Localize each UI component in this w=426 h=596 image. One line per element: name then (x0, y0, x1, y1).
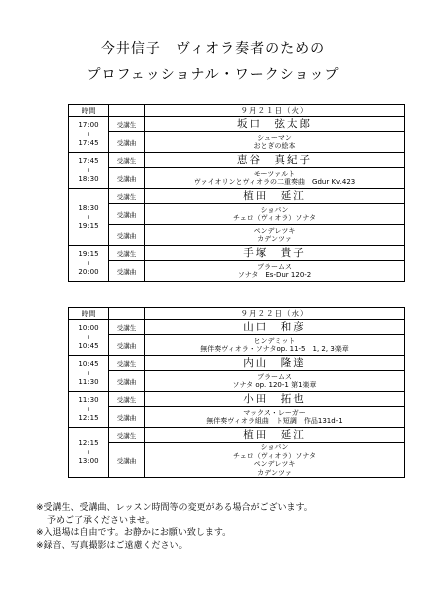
start-time: 11:30 (78, 396, 99, 404)
piece-label: 受講曲 (109, 168, 145, 189)
student-name: 小田 拓也 (145, 392, 405, 407)
student-label: 受講生 (109, 246, 145, 261)
time-separator: ≀ (87, 406, 90, 413)
session-piece-row (69, 261, 405, 282)
piece-label: 受講曲 (109, 204, 145, 225)
table-header-row (69, 105, 405, 117)
end-time: 19:15 (78, 221, 99, 230)
piece-label: 受講曲 (109, 371, 145, 392)
session-time (69, 153, 109, 189)
table-header-row (69, 308, 405, 320)
title-line-2: プロフェッショナル・ワークショップ (86, 67, 340, 83)
composer: シューマン (257, 133, 292, 142)
piece-info (145, 132, 405, 153)
time-separator: ≀ (87, 167, 90, 174)
piece-label: 受講曲 (109, 225, 145, 246)
composer: ブラームス (257, 372, 292, 381)
session-piece-row (69, 335, 405, 356)
session-piece-row (69, 225, 405, 246)
piece-info (145, 168, 405, 189)
date-header: ９月２２日（水） (145, 308, 405, 320)
start-time: 17:00 (78, 121, 99, 129)
piece-title: カデンツァ (257, 235, 292, 243)
session-student-row (69, 428, 405, 443)
composer: ペンデレツキ (253, 460, 296, 468)
student-name: 山口 和彦 (145, 320, 405, 335)
end-time: 11:30 (78, 378, 99, 386)
start-time: 10:00 (78, 324, 99, 332)
notes-section (36, 502, 416, 552)
schedule-table-day-2 (68, 307, 405, 478)
session-time (69, 320, 109, 356)
end-time: 10:45 (78, 342, 99, 350)
piece-title: ヴァイオリンとヴィオラの二重奏曲 Gdur Kv.423 (193, 178, 356, 186)
composer: ブラームス (257, 262, 292, 271)
session-time (69, 428, 109, 478)
piece-label: 受講曲 (109, 261, 145, 282)
note-line: ※受講生、受講曲、レッスン時間等の変更がある場合がございます。 (36, 503, 313, 513)
student-label: 受講生 (109, 320, 145, 335)
start-time: 18:30 (78, 203, 99, 212)
session-student-row (69, 392, 405, 407)
composer: ペンデレツキ (253, 226, 296, 235)
composer: ヒンデミット (253, 336, 296, 345)
note-line: ※入退場は自由です。お静かにお願い致します。 (36, 528, 232, 538)
start-time: 17:45 (78, 157, 99, 165)
time-header: 時間 (69, 105, 109, 117)
piece-label: 受講曲 (109, 407, 145, 428)
student-label: 受講生 (109, 392, 145, 407)
time-separator: ≀ (87, 370, 90, 377)
session-piece-row (69, 168, 405, 189)
piece-label: 受講曲 (109, 132, 145, 153)
end-time: 17:45 (78, 139, 99, 147)
piece-label: 受講曲 (109, 443, 145, 478)
student-label: 受講生 (109, 189, 145, 204)
session-piece-row (69, 204, 405, 225)
start-time: 19:15 (78, 250, 99, 258)
session-student-row (69, 320, 405, 335)
end-time: 13:00 (78, 457, 99, 465)
time-separator: ≀ (87, 449, 90, 456)
piece-info (145, 407, 405, 428)
student-label: 受講生 (109, 356, 145, 371)
piece-label: 受講曲 (109, 335, 145, 356)
student-name: 手塚 貴子 (145, 246, 405, 261)
piece-title: 無伴奏ヴィオラ・ソナタop. 11-5 1, 2, 3楽章 (200, 345, 349, 353)
role-header (109, 308, 145, 320)
schedule-table-day-1 (68, 104, 405, 282)
composer: ショパン (260, 205, 289, 214)
composer: モーツァルト (253, 169, 296, 178)
end-time: 12:15 (78, 414, 99, 422)
piece-info (145, 371, 405, 392)
student-name: 植田 延江 (145, 189, 405, 204)
session-piece-row (69, 132, 405, 153)
date-header: ９月２１日（火） (145, 105, 405, 117)
session-time (69, 392, 109, 428)
student-name: 内山 隆達 (145, 356, 405, 371)
start-time: 12:15 (78, 439, 99, 447)
session-time (69, 189, 109, 246)
piece-title: 無伴奏ヴィオラ組曲 ト短調 作品131d-1 (206, 417, 343, 425)
piece-title: チェロ（ヴィオラ）ソナタ (232, 451, 317, 460)
time-header: 時間 (69, 308, 109, 320)
end-time: 18:30 (78, 175, 99, 183)
time-separator: ≀ (87, 213, 90, 221)
session-time (69, 117, 109, 153)
student-label: 受講生 (109, 428, 145, 443)
time-separator: ≀ (87, 260, 90, 267)
student-label: 受講生 (109, 153, 145, 168)
piece-title: ソナタ op. 120-1 第1楽章 (232, 381, 317, 389)
session-student-row (69, 117, 405, 132)
session-piece-row (69, 407, 405, 428)
piece-info (145, 335, 405, 356)
note-line: 予めご了承くださいませ。 (47, 515, 155, 526)
session-student-row (69, 246, 405, 261)
piece-info (145, 204, 405, 225)
start-time: 10:45 (78, 360, 99, 368)
title-line-1: 今井信子 ヴィオラ奏者のための (100, 41, 326, 57)
session-student-row (69, 189, 405, 204)
student-label: 受講生 (109, 117, 145, 132)
composer: ショパン (260, 443, 289, 451)
student-name: 植田 延江 (145, 428, 405, 443)
composer: マックス・レーガー (243, 408, 306, 417)
end-time: 20:00 (78, 268, 99, 276)
student-name: 恵谷 真紀子 (145, 153, 405, 168)
piece-info (145, 261, 405, 282)
time-separator: ≀ (87, 131, 90, 138)
time-separator: ≀ (87, 334, 90, 341)
session-student-row (69, 356, 405, 371)
session-time (69, 356, 109, 392)
piece-title: チェロ（ヴィオラ）ソナタ (232, 214, 317, 222)
session-student-row (69, 153, 405, 168)
note-line: ※録音、写真撮影はご遠慮ください。 (36, 540, 188, 551)
role-header (109, 105, 145, 117)
piece-title: カデンツァ (257, 468, 292, 477)
piece-title: ソナタ Es-Dur 120-2 (237, 271, 312, 279)
piece-info (145, 443, 405, 478)
session-piece-row (69, 443, 405, 478)
piece-info (145, 225, 405, 246)
session-time (69, 246, 109, 282)
piece-title: おとぎの絵本 (253, 142, 296, 150)
session-piece-row (69, 371, 405, 392)
student-name: 坂口 弦太郎 (145, 117, 405, 132)
